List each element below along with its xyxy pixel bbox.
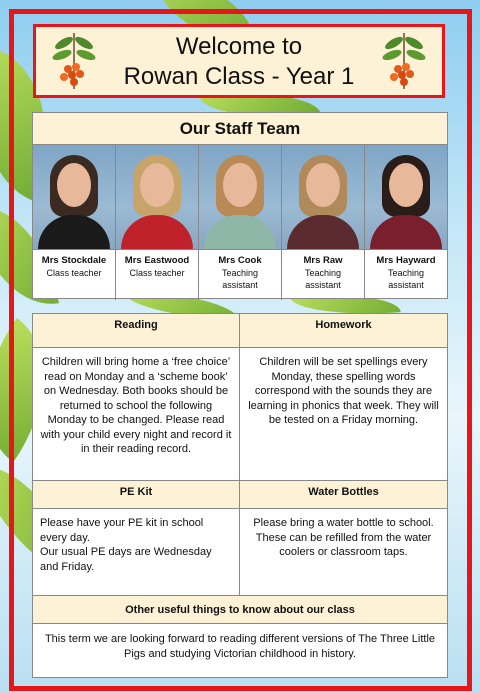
other-info-heading: Other useful things to know about our class bbox=[33, 596, 447, 624]
staff-team-title: Our Staff Team bbox=[33, 113, 447, 145]
staff-name: Mrs Stockdale bbox=[41, 255, 107, 266]
other-info-text: This term we are looking forward to reading different versions of The Three Little Pigs and studying Victorian childhood in history. bbox=[44, 633, 436, 660]
welcome-banner bbox=[33, 24, 445, 98]
staff-photo bbox=[365, 145, 447, 249]
homework-text: Children will be set spellings every Monday, these spelling words correspond with the sounds they are learning in phonics that week. They will be tested on a Friday morning. bbox=[240, 348, 447, 481]
staff-member bbox=[282, 250, 365, 300]
staff-role: Teaching assistant bbox=[304, 268, 342, 290]
pe-kit-text-line: Our usual PE days are Wednesday and Friday. bbox=[40, 546, 212, 573]
staff-names bbox=[33, 250, 447, 300]
homework-heading: Homework bbox=[240, 314, 447, 348]
staff-team-panel bbox=[32, 112, 448, 299]
page-title: Welcome to Rowan Class - Year 1 bbox=[123, 33, 355, 90]
staff-photo bbox=[116, 145, 199, 249]
water-bottles-heading: Water Bottles bbox=[240, 481, 447, 509]
staff-member bbox=[199, 250, 282, 300]
staff-name: Mrs Cook bbox=[218, 255, 262, 266]
staff-member bbox=[116, 250, 199, 300]
staff-role: Class teacher bbox=[46, 268, 102, 278]
staff-name: Mrs Hayward bbox=[376, 255, 436, 266]
reading-heading: Reading bbox=[33, 314, 240, 348]
pe-kit-heading: PE Kit bbox=[33, 481, 240, 509]
staff-photo bbox=[199, 145, 282, 249]
staff-name: Mrs Raw bbox=[303, 255, 343, 266]
class-info-table bbox=[32, 313, 448, 678]
rowan-berries-icon bbox=[52, 31, 96, 91]
staff-role: Class teacher bbox=[129, 268, 185, 278]
pe-kit-text-line: Please have your PE kit in school every day. bbox=[40, 517, 204, 544]
staff-photos bbox=[33, 145, 447, 250]
staff-photo bbox=[282, 145, 365, 249]
staff-member bbox=[365, 250, 447, 300]
staff-photo bbox=[33, 145, 116, 249]
staff-member bbox=[33, 250, 116, 300]
staff-name: Mrs Eastwood bbox=[124, 255, 190, 266]
rowan-berries-icon bbox=[382, 31, 426, 91]
pe-kit-text bbox=[33, 509, 240, 596]
staff-role: Teaching assistant bbox=[387, 268, 425, 290]
reading-text: Children will bring home a ‘free choice’ read on Monday and a ‘scheme book’ on Wednesday. Both books should be returned to school the following Monday to be changed. Please read with your child every night and record it in their reading record. bbox=[33, 348, 240, 481]
staff-role: Teaching assistant bbox=[221, 268, 259, 290]
water-bottles-text: Please bring a water bottle to school. These can be refilled from the water coolers or classroom taps. bbox=[240, 509, 447, 596]
